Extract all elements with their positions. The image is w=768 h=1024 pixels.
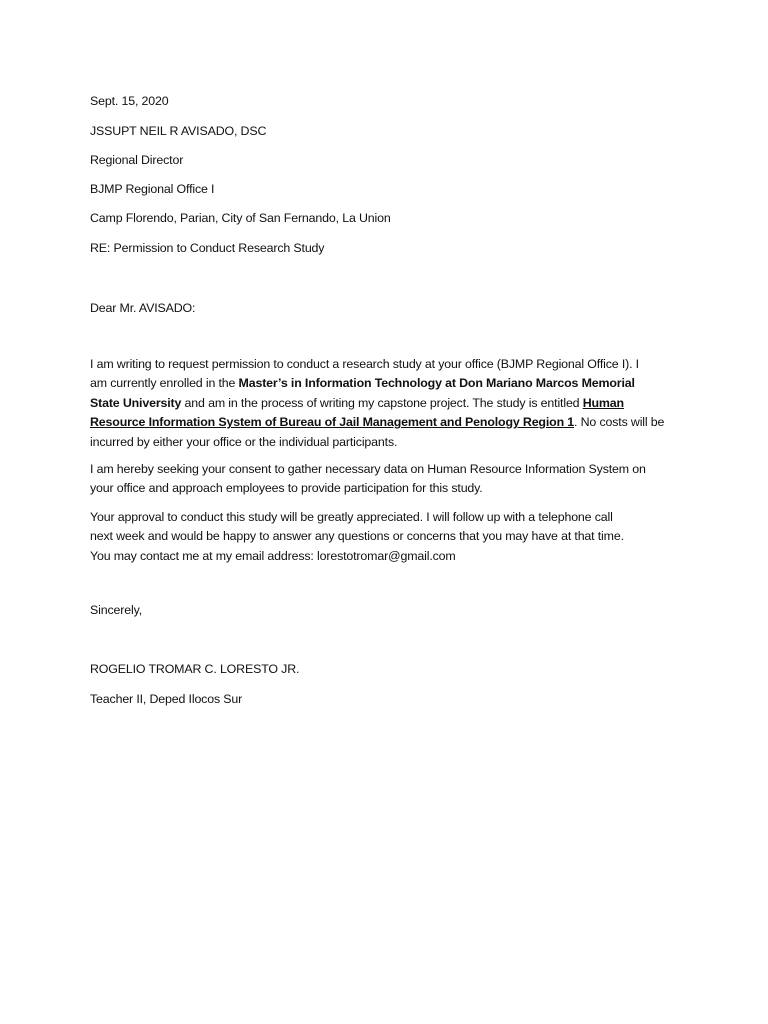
paragraph-line <box>90 413 690 432</box>
recipient-name: JSSUPT NEIL R AVISADO, DSC <box>90 124 267 138</box>
sender-name: ROGELIO TROMAR C. LORESTO JR. <box>90 662 300 676</box>
study-title-end: Resource Information System of Bureau of Jail Management and Penology Region 1 <box>90 415 575 430</box>
paragraph-line <box>90 394 690 413</box>
letter-date: Sept. 15, 2020 <box>90 94 169 108</box>
body-paragraph-2 <box>90 460 690 499</box>
text-run: and am in the process of writing my capstone project. The study is entitled <box>181 395 583 410</box>
program-name: Master’s in Information Technology at Don Mariano Marcos Memorial <box>238 376 635 391</box>
subject-line: RE: Permission to Conduct Research Study <box>90 241 325 255</box>
paragraph-line <box>90 374 690 393</box>
paragraph-line: I am writing to request permission to conduct a research study at your office (BJMP Regional Office I). I <box>90 357 639 371</box>
paragraph-line: your office and approach employees to provide participation for this study. <box>90 481 483 496</box>
email-line: You may contact me at my email address: lorestotromar@gmail.com <box>90 548 456 563</box>
paragraph-line: I am hereby seeking your consent to gather necessary data on Human Resource Information System on <box>90 462 646 476</box>
study-title-start: Human <box>582 395 624 410</box>
paragraph-line: incurred by either your office or the individual participants. <box>90 434 398 449</box>
paragraph-line: Your approval to conduct this study will be greatly appreciated. I will follow up with a telephone call <box>90 510 613 524</box>
recipient-address: Camp Florendo, Parian, City of San Fernando, La Union <box>90 211 391 225</box>
university-name: State University <box>90 395 182 410</box>
recipient-office: BJMP Regional Office I <box>90 182 215 196</box>
recipient-title: Regional Director <box>90 153 184 167</box>
body-paragraph-1 <box>90 355 690 452</box>
paragraph-line: next week and would be happy to answer any questions or concerns that you may have at that time. <box>90 529 624 544</box>
salutation: Dear Mr. AVISADO: <box>90 301 196 315</box>
text-run: am currently enrolled in the <box>90 376 239 391</box>
body-paragraph-3 <box>90 508 690 566</box>
closing: Sincerely, <box>90 603 142 617</box>
text-run: . No costs will be <box>574 415 665 430</box>
sender-title: Teacher II, Deped Ilocos Sur <box>90 692 243 706</box>
